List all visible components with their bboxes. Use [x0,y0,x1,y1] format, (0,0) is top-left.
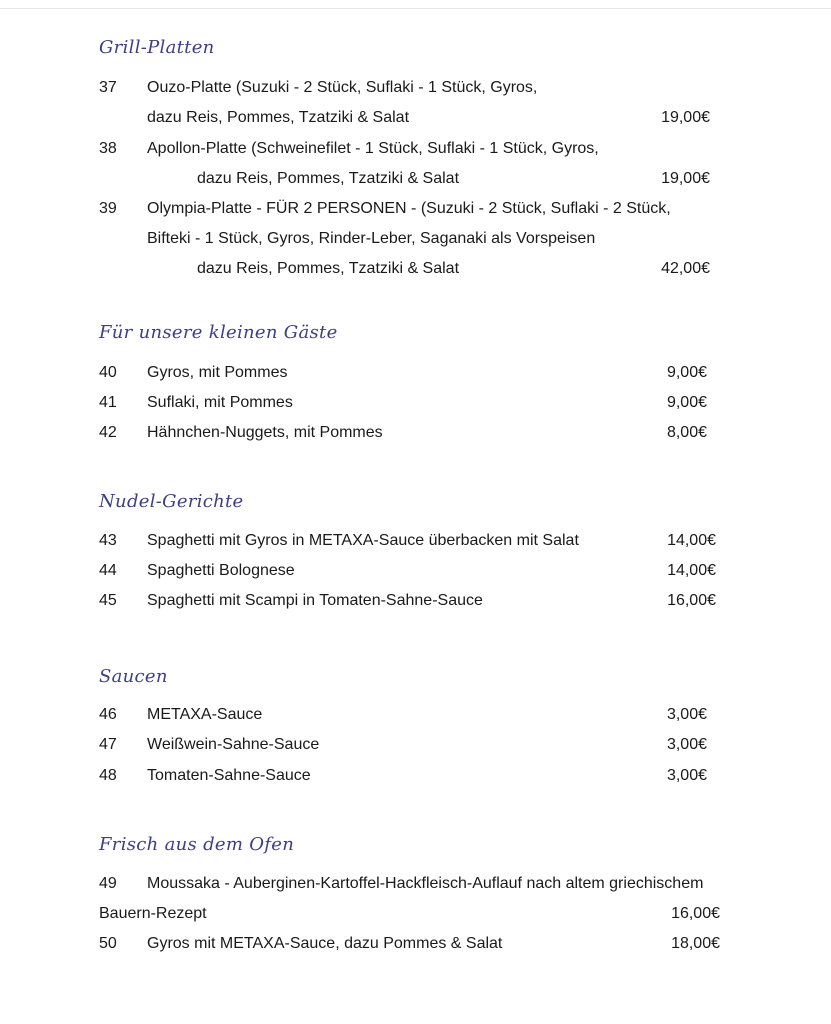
item-price: 19,00€ [661,170,710,187]
item-number: 37 [99,79,117,96]
item-number: 48 [99,767,117,784]
item-name-continued: dazu Reis, Pommes, Tzatziki & Salat [197,170,460,187]
item-name: Gyros mit METAXA-Sauce, dazu Pommes & Salat [147,935,503,952]
item-name: Weißwein-Sahne-Sauce [147,736,320,753]
item-number: 42 [99,424,117,441]
section-title-oven: Frisch aus dem Ofen [99,834,295,855]
item-price: 16,00€ [671,905,720,922]
item-name: Spaghetti mit Scampi in Tomaten-Sahne-Sauce [147,592,483,609]
item-name: METAXA-Sauce [147,706,263,723]
top-divider [0,8,831,9]
item-name: Tomaten-Sahne-Sauce [147,767,311,784]
item-name-continued: Bauern-Rezept [99,905,207,922]
item-price: 19,00€ [661,109,710,126]
section-title-sauces: Saucen [99,666,168,687]
item-price: 3,00€ [666,706,707,723]
item-name: Apollon-Platte (Schweinefilet - 1 Stück, Suflaki - 1 Stück, Gyros, [147,140,599,157]
item-price: 3,00€ [666,736,707,753]
item-name: Hähnchen-Nuggets, mit Pommes [147,424,383,441]
item-number: 41 [99,394,117,411]
item-price: 3,00€ [666,767,707,784]
item-price: 16,00€ [667,592,716,609]
item-name-continued: dazu Reis, Pommes, Tzatziki & Salat [197,260,460,277]
item-name: Spaghetti Bolognese [147,562,295,579]
item-price: 9,00€ [666,364,707,381]
item-number: 38 [99,140,117,157]
item-name: Moussaka - Auberginen-Kartoffel-Hackfleisch-Auflauf nach altem griechischem [147,875,704,892]
section-title-grill: Grill-Platten [99,37,215,58]
item-number: 39 [99,200,117,217]
item-number: 43 [99,532,117,549]
item-number: 46 [99,706,117,723]
item-number: 44 [99,562,117,579]
item-name: Olympia-Platte - FÜR 2 PERSONEN - (Suzuki - 2 Stück, Suflaki - 2 Stück, [147,200,671,217]
item-name-continued: dazu Reis, Pommes, Tzatziki & Salat [147,109,410,126]
item-number: 50 [99,935,117,952]
item-name: Suflaki, mit Pommes [147,394,293,411]
item-name: Gyros, mit Pommes [147,364,288,381]
item-price: 8,00€ [666,424,707,441]
item-number: 45 [99,592,117,609]
item-number: 49 [99,875,117,892]
item-name-continued: Bifteki - 1 Stück, Gyros, Rinder-Leber, Saganaki als Vorspeisen [147,230,596,247]
item-price: 42,00€ [661,260,710,277]
item-name: Spaghetti mit Gyros in METAXA-Sauce überbacken mit Salat [147,532,579,549]
section-title-pasta: Nudel-Gerichte [99,491,244,512]
item-price: 14,00€ [667,562,716,579]
item-price: 9,00€ [666,394,707,411]
item-number: 40 [99,364,117,381]
item-name: Ouzo-Platte (Suzuki - 2 Stück, Suflaki - 1 Stück, Gyros, [147,79,538,96]
item-price: 14,00€ [667,532,716,549]
item-number: 47 [99,736,117,753]
section-title-kids: Für unsere kleinen Gäste [99,322,338,343]
item-price: 18,00€ [671,935,720,952]
